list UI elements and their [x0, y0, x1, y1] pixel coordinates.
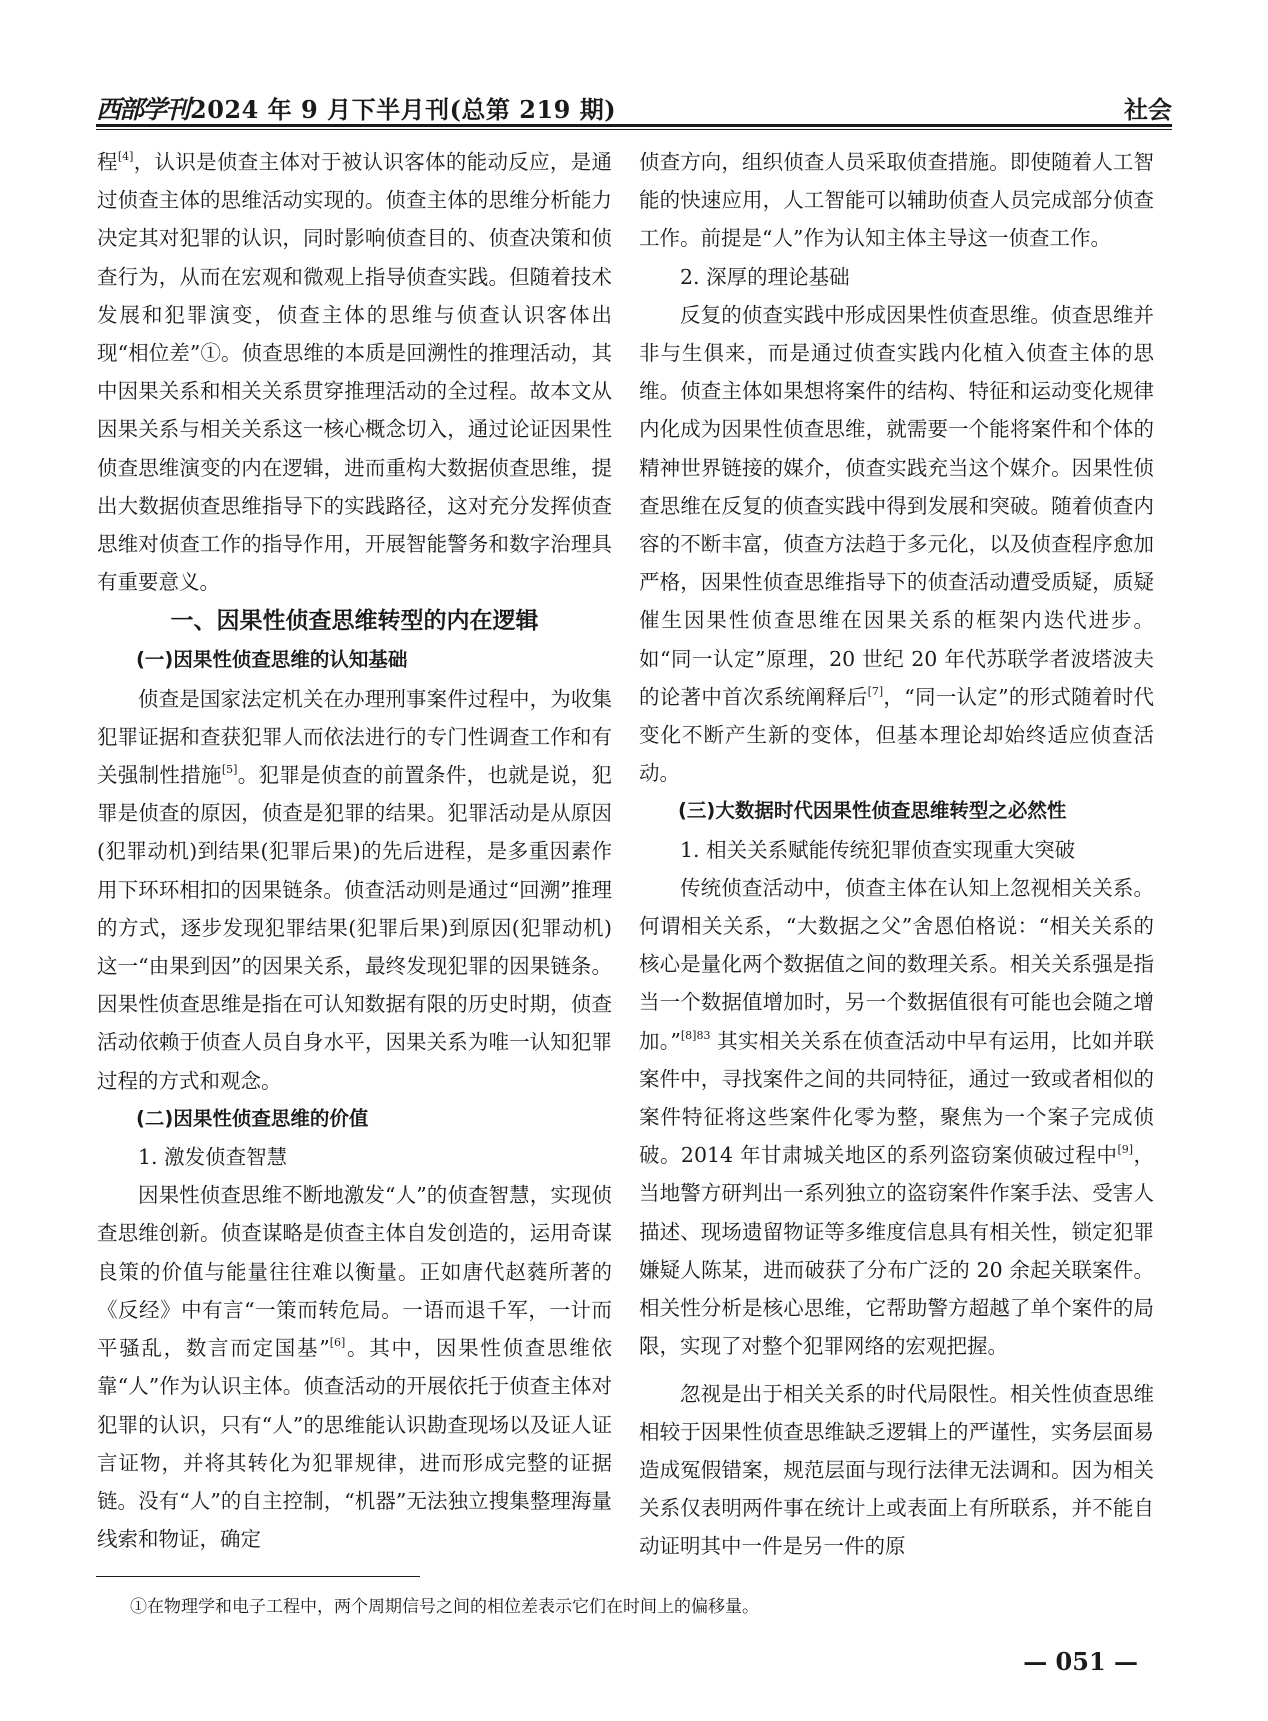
- paragraph: 忽视是出于相关关系的时代局限性。相关性侦查思维相较于因果性侦查思维缺乏逻辑上的严谨性，实务层面易造成冤假错案，规范层面与现行法律无法调和。因为相关关系仅表明两件事在统计上或表面上有所联系，并不能自动证明其中一件是另一件的原: [639, 1381, 1154, 1559]
- subsection-heading: (一)因果性侦查思维的认知基础: [136, 648, 408, 672]
- point-heading: 1. 激发侦查智慧: [138, 1145, 288, 1170]
- paragraph: 因果性侦查思维不断地激发“人”的侦查智慧，实现侦查思维创新。侦查谋略是侦查主体自发创造的，运用奇谋良策的价值与能量往往难以衡量。正如唐代赵蕤所著的《反经》中有言“一策而转危局。一语而退千军，一计而平骚乱，数言而定国基”[6]。其中，因果性侦查思维依靠“人”作为认识主体。侦查活动的开展依托于侦查主体对犯罪的认识，只有“人”的思维能认识勘查现场以及证人证言证物，并将其转化为犯罪规律，进而形成完整的证据链。没有“人”的自主控制，“机器”无法独立搜集整理海量线索和物证，确定: [97, 1183, 612, 1552]
- footnote: ①在物理学和电子工程中，两个周期信号之间的相位差表示它们在时间上的偏移量。: [130, 1597, 759, 1617]
- page-header: [96, 88, 1172, 122]
- citation-marker: [9]: [1117, 1143, 1134, 1157]
- point-heading: 1. 相关关系赋能传统犯罪侦查实现重大突破: [680, 837, 1076, 862]
- point-heading: 2. 深厚的理论基础: [680, 264, 850, 289]
- citation-marker: [8]83: [680, 1028, 711, 1042]
- right-column: [639, 143, 1154, 1566]
- citation-marker: [7]: [867, 684, 884, 698]
- paragraph: 侦查是国家法定机关在办理刑事案件过程中，为收集犯罪证据和查获犯罪人而依法进行的专门性调查工作和有关强制性措施[5]。犯罪是侦查的前置条件，也就是说，犯罪是侦查的原因，侦查是犯罪的结果。犯罪活动是从原因(犯罪动机)到结果(犯罪后果)的先后进程，是多重因素作用下环环相扣的因果链条。侦查活动则是通过“回溯”推理的方式，逐步发现犯罪结果(犯罪后果)到原因(犯罪动机)这一“由果到因”的因果关系，最终发现犯罪的因果链条。因果性侦查思维是指在可认知数据有限的历史时期，侦查活动依赖于侦查人员自身水平，因果关系为唯一认知犯罪过程的方式和观念。: [97, 686, 613, 1093]
- journal-title: [96, 90, 616, 126]
- citation-marker: [6]: [329, 1336, 346, 1350]
- left-column: [97, 143, 612, 1558]
- journal-logo: 西部学刊: [96, 95, 189, 124]
- header-rule-thick: [96, 124, 1172, 127]
- section-name: 社会: [1124, 95, 1172, 124]
- paragraph: 程[4]，认识是侦查主体对于被认识客体的能动反应，是通过侦查主体的思维活动实现的。侦查主体的思维分析能力决定其对犯罪的认识，同时影响侦查目的、侦查决策和侦查行为，从而在宏观和微观上指导侦查实践。但随着技术发展和犯罪演变，侦查主体的思维与侦查认识客体出现“相位差”①。侦查思维的本质是回溯性的推理活动，其中因果关系和相关关系贯穿推理活动的全过程。故本文从因果关系与相关关系这一核心概念切入，通过论证因果性侦查思维演变的内在逻辑，进而重构大数据侦查思维，提出大数据侦查思维指导下的实践路径，这对充分发挥侦查思维对侦查工作的指导作用，开展智能警务和数字治理具有重要意义。: [97, 150, 613, 595]
- page-number: — 051 —: [1023, 1647, 1138, 1676]
- paragraph: 侦查方向，组织侦查人员采取侦查措施。即使随着人工智能的快速应用，人工智能可以辅助侦查人员完成部分侦查工作。前提是“人”作为认知主体主导这一侦查工作。: [639, 150, 1154, 251]
- subsection-heading: (二)因果性侦查思维的价值: [136, 1106, 369, 1130]
- section-heading: 一、因果性侦查思维转型的内在逻辑: [170, 608, 539, 635]
- citation-marker: [4]: [117, 150, 134, 163]
- journal-issue: 2024 年 9 月下半月刊(总第 219 期): [190, 95, 617, 124]
- header-rule-thin: [96, 129, 1172, 130]
- footnote-rule: [96, 1576, 420, 1577]
- citation-marker: [5]: [221, 763, 238, 777]
- paragraph: 反复的侦查实践中形成因果性侦查思维。侦查思维并非与生俱来，而是通过侦查实践内化植入侦查主体的思维。侦查主体如果想将案件的结构、特征和运动变化规律内化成为因果性侦查思维，就需要一个能将案件和个体的精神世界链接的媒介，侦查实践充当这个媒介。因果性侦查思维在反复的侦查实践中得到发展和突破。随着侦查内容的不断丰富，侦查方法趋于多元化，以及侦查程序愈加严格，因果性侦查思维指导下的侦查活动遭受质疑，质疑催生因果性侦查思维在因果关系的框架内迭代进步。如“同一认定”原理，20 世纪 20 年代苏联学者波塔波夫的论著中首次系统阐释后[7]，“同一认定”的形式随着时代变化不断产生新的变体，但基本理论却始终适应侦查活动。: [639, 302, 1155, 786]
- subsection-heading: (三)大数据时代因果性侦查思维转型之必然性: [678, 799, 1067, 823]
- paragraph: 传统侦查活动中，侦查主体在认知上忽视相关关系。何谓相关关系，“大数据之父”舍恩伯格说：“相关关系的核心是量化两个数据值之间的数理关系。相关关系强是指当一个数据值增加时，另一个数据值很有可能也会随之增加。”$^{[8]83}$ 其实相关关系在侦查活动中早有运用，比如并联案件中，寻找案件之间的共同特征，通过一致或者相似的案件特征将这些案件化零为整，聚焦为一个案子完成侦破。2014 年甘肃城关地区的系列盗窃案侦破过程中[9]，当地警方研判出一系列独立的盗窃案件作案手法、受害人描述、现场遗留物证等多维度信息具有相关性，锁定犯罪嫌疑人陈某，进而破获了分布广泛的 20 余起关联案件。相关性分析是核心思维，它帮助警方超越了单个案件的局限，实现了对整个犯罪网络的宏观把握。: [639, 875, 1155, 1359]
